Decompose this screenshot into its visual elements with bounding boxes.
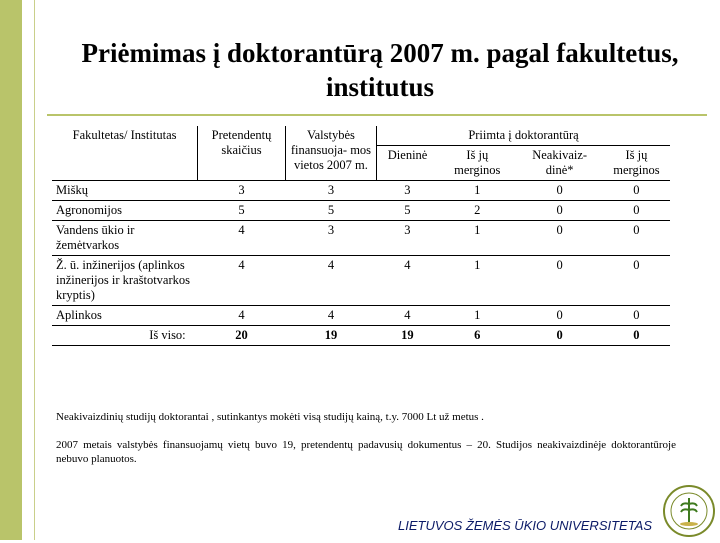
row-women-2: 0 [603,256,670,306]
header-funded: Valstybės finansuoja- mos vietos 2007 m. [285,126,376,181]
row-part-time: 0 [516,181,602,201]
row-full-time: 4 [377,256,439,306]
footnote: Neakivaizdinių studijų doktorantai , sutinkantys mokėti visą studijų kainą, t.y. 7000 Lt už metus . [56,411,484,423]
row-funded: 5 [285,201,376,221]
header-admitted: Priimta į doktorantūrą [377,126,670,146]
row-part-time: 0 [516,201,602,221]
row-applicants: 4 [198,221,286,256]
left-accent-line [34,0,35,540]
table-row [52,306,670,326]
header-applicants: Pretendentų skaičius [198,126,286,181]
row-women-1: 1 [438,306,516,326]
header-part-time: Neakivaiz- dinė* [532,148,588,177]
total-label: Iš viso: [52,326,198,346]
row-part-time: 0 [516,256,602,306]
row-full-time: 5 [377,201,439,221]
row-applicants: 4 [198,306,286,326]
row-funded: 3 [285,181,376,201]
row-applicants: 4 [198,256,286,306]
row-women-2: 0 [603,306,670,326]
total-women-1: 6 [438,326,516,346]
row-funded: 4 [285,256,376,306]
header-full-time: Dieninė [377,146,439,181]
total-women-2: 0 [603,326,670,346]
row-women-1: 1 [438,181,516,201]
row-women-1: 1 [438,221,516,256]
left-accent-bar [0,0,22,540]
admissions-table [52,126,670,346]
row-women-1: 2 [438,201,516,221]
row-full-time: 3 [377,221,439,256]
total-part-time: 0 [516,326,602,346]
row-faculty: Agronomijos [52,201,198,221]
row-faculty: Miškų [52,181,198,201]
table-row [52,181,670,201]
table-row [52,221,670,256]
footer-university-name: LIETUVOS ŽEMĖS ŪKIO UNIVERSITETAS [398,518,653,533]
total-applicants: 20 [198,326,286,346]
row-full-time: 3 [377,181,439,201]
row-women-2: 0 [603,181,670,201]
table-row [52,201,670,221]
row-funded: 3 [285,221,376,256]
row-full-time: 4 [377,306,439,326]
table-row [52,256,670,306]
total-row [52,326,670,346]
header-faculty: Fakultetas/ Institutas [72,128,177,142]
row-women-2: 0 [603,221,670,256]
row-applicants: 3 [198,181,286,201]
row-funded: 4 [285,306,376,326]
summary-note: 2007 metais valstybės finansuojamų vietų buvo 19, pretendentų padavusių dokumentus – 20. Studijos neakivaizdinėje doktorantūroje nebuvo planuotos. [56,439,676,465]
row-faculty: Ž. ū. inžinerijos (aplinkos inžinerijos ir kraštotvarkos kryptis) [52,256,198,306]
row-applicants: 5 [198,201,286,221]
page-title: Priėmimas į doktorantūrą 2007 m. pagal fakultetus, institutus [81,38,679,102]
title-divider [47,114,707,116]
university-seal-icon [662,484,716,538]
header-women-2: Iš jų merginos [613,148,660,177]
total-funded: 19 [285,326,376,346]
total-full-time: 19 [377,326,439,346]
row-women-1: 1 [438,256,516,306]
row-part-time: 0 [516,221,602,256]
row-faculty: Vandens ūkio ir žemėtvarkos [52,221,198,256]
row-part-time: 0 [516,306,602,326]
row-faculty: Aplinkos [52,306,198,326]
header-women-1: Iš jų merginos [454,148,501,177]
row-women-2: 0 [603,201,670,221]
